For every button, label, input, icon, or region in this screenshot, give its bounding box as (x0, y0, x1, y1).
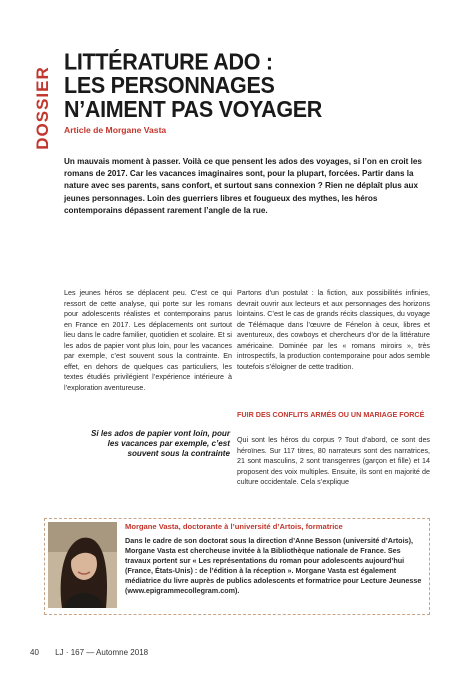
title-line: N’AIMENT PAS VOYAGER (64, 96, 323, 123)
byline: Article de Morgane Vasta (64, 125, 167, 135)
subheading: FUIR DES CONFLITS ARMÉS OU UN MARIAGE FORCÉ (237, 410, 425, 419)
title-line: LES PERSONNAGES (64, 72, 275, 99)
body-column-3: Qui sont les héros du corpus ? Tout d’abord, ce sont des héroïnes. Sur 117 titres, 80 narrateurs sont des narratrices, 21 sont masculins, 2 sont transgenres (garçon et fille) et 14 proposent des voix multiples. Ensuite, ils sont en majorité de culture occidentale. Cela s’explique (237, 436, 430, 487)
page-number: 40 (30, 648, 39, 657)
issue-info: LJ · 167 — Automne 2018 (55, 648, 149, 657)
section-label (34, 63, 52, 153)
author-portrait-image (48, 522, 117, 608)
body-column-1: Les jeunes héros se déplacent peu. C’est ce qui ressort de cette analyse, qui porte sur les romans pour adolescents réalistes et contemporains parus en France en 2017. Les déplacements ont surtout lieu dans le cadre familier, quotidien et scolaire. Et si les ados de papier vont plus loin, pour les vacances par exemple, c’est souvent sous la contrainte. En effet, en dehors de quelques cas particuliers, les textes étudiés privilégient l’expérience intérieure à l’exploration aventureuse. (64, 289, 232, 392)
author-photo (48, 522, 117, 608)
title-line: LITTÉRATURE ADO : (64, 48, 273, 75)
bio-text: Dans le cadre de son doctorat sous la direction d’Anne Besson (université d’Artois), Morgane Vasta est chercheuse invitée à la Bibliothèque nationale de France. Ses travaux portent sur « Les représentations du roman pour adolescents aujourd’hui (France, États-Unis) : de l’édition à la réception ». Morgane Vasta est également médiatrice du livre auprès de publics adolescents et formatrice pour Lecture Jeunesse (www.epigrammecollegram.com). (125, 536, 422, 595)
article-title (64, 50, 424, 121)
body-column-2: Partons d’un postulat : la fiction, aux possibilités infinies, devrait ouvrir aux lecteurs et aux personnages des horizons lointains. C’est le cas de grands récits classiques, du voyage de Télémaque dans l’œuvre de Fénelon à ceux, libres et aventureux, des cowboys et chercheurs d’or de la littérature américaine. Dominée par les « romans miroirs », très introspectifs, la production contemporaine pour ados semble toutefois s’éloigner de cette tradition. (237, 289, 430, 371)
bio-name: Morgane Vasta, doctorante à l’université d’Artois, formatrice (125, 522, 343, 531)
chapeau: Un mauvais moment à passer. Voilà ce que pensent les ados des voyages, si l’on en croit les romans de 2017. Car les vacances imaginaires sont, pour la plupart, forcées. Partir dans la nature avec ses parents, sans confort, et surtout sans connexion ? Rien ne déplaît plus aux jeunes personnages. Loin des guerriers libres et fougueux des mythes, les héros contemporains dépassent rarement l’angle de la rue. (64, 157, 422, 215)
section-label-text: DOSSIER (33, 66, 52, 150)
page-footer (30, 648, 148, 657)
pull-quote: Si les ados de papier vont loin, pour les vacances par exemple, c’est souvent sous la contrainte (91, 429, 230, 459)
